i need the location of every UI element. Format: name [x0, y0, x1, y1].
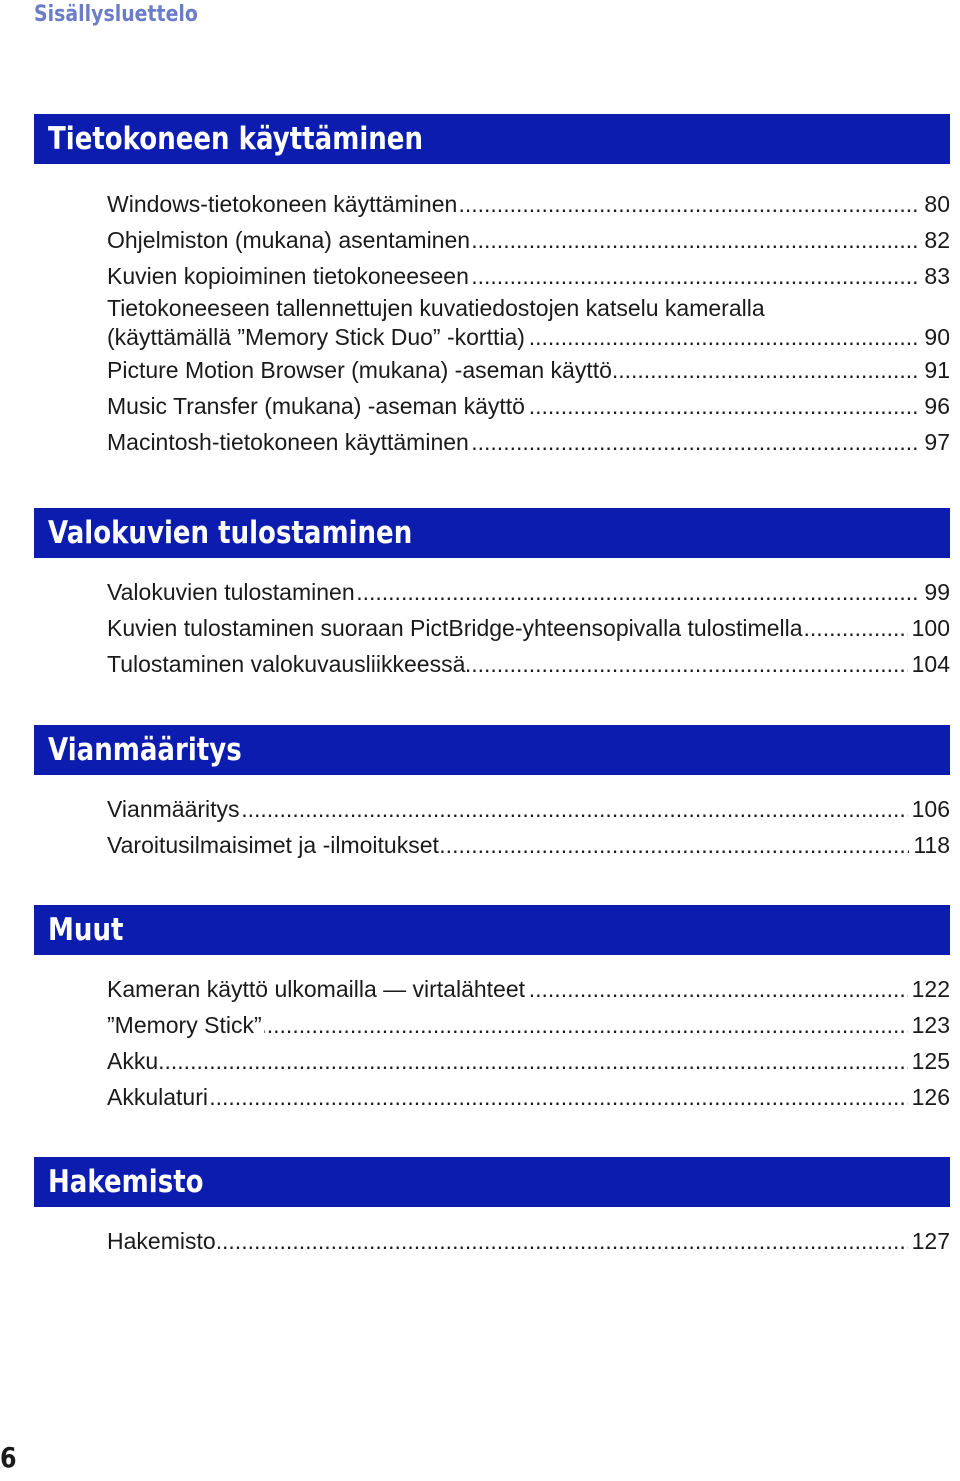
- toc-entry[interactable]: [107, 222, 950, 258]
- section-heading-text: Valokuvien tulostaminen: [48, 515, 413, 551]
- section-heading-text: Vianmääritys: [48, 732, 242, 768]
- toc-entry-page: 80: [920, 186, 950, 222]
- page-header: [34, 0, 198, 30]
- toc-entry-page: 82: [920, 222, 950, 258]
- toc-list: [34, 971, 950, 1115]
- page-number: 6: [0, 1441, 17, 1474]
- toc-entry[interactable]: [107, 1007, 950, 1043]
- toc-entry[interactable]: [107, 186, 950, 222]
- section-heading: [34, 1157, 950, 1207]
- toc-entry-page: 97: [920, 424, 950, 460]
- toc-entry[interactable]: [107, 646, 950, 682]
- section-heading: [34, 725, 950, 775]
- toc-entry[interactable]: [107, 424, 950, 460]
- toc-entry[interactable]: [107, 1043, 950, 1079]
- page-header-title: Sisällysluettelo: [34, 2, 198, 27]
- toc-entry[interactable]: [107, 971, 950, 1007]
- toc-entry-title: Windows-tietokoneen käyttäminen: [107, 191, 458, 217]
- toc-entry-title: Kuvien kopioiminen tietokoneeseen: [107, 263, 469, 289]
- toc-entry[interactable]: [107, 294, 950, 352]
- toc-entry[interactable]: [107, 1223, 950, 1259]
- section-heading: [34, 114, 950, 164]
- toc-entry-page: 91: [920, 352, 950, 388]
- toc-entry-page: 118: [909, 827, 950, 863]
- section-hakemisto: [34, 1157, 950, 1259]
- toc-entry-title: (käyttämällä ”Memory Stick Duo” -korttia): [107, 324, 525, 350]
- toc-entry[interactable]: [107, 258, 950, 294]
- toc-entry-title: Ohjelmiston (mukana) asentaminen: [107, 227, 471, 253]
- toc-entry[interactable]: [107, 1079, 950, 1115]
- toc-entry-title: Picture Motion Browser (mukana) -aseman käyttö: [107, 357, 612, 383]
- toc-entry-page: 100: [908, 610, 950, 646]
- toc-entry[interactable]: [107, 610, 950, 646]
- section-heading-text: Tietokoneen käyttäminen: [48, 121, 423, 157]
- section-heading: [34, 905, 950, 955]
- toc-entry-page: 122: [908, 971, 950, 1007]
- toc-entry-page: 126: [908, 1079, 950, 1115]
- toc-entry-title-line1: Tietokoneeseen tallennettujen kuvatiedostojen katselu kameralla: [107, 295, 765, 321]
- section-heading-text: Muut: [48, 912, 124, 948]
- toc-entry-page: 127: [908, 1223, 950, 1259]
- toc-entry-title: Kuvien tulostaminen suoraan PictBridge-yhteensopivalla tulostimella: [107, 615, 803, 641]
- toc-list: [34, 186, 950, 460]
- section-heading-text: Hakemisto: [48, 1164, 204, 1200]
- toc-entry-page: 123: [908, 1007, 950, 1043]
- section-vianmaaritys: [34, 725, 950, 863]
- toc-entry-page: 104: [908, 646, 950, 682]
- toc-entry-page: 83: [920, 258, 950, 294]
- toc-entry-title: Music Transfer (mukana) -aseman käyttö: [107, 393, 525, 419]
- toc-entry-title: Hakemisto: [107, 1228, 216, 1254]
- toc-entry-title: Vianmääritys: [107, 796, 240, 822]
- toc-entry-page: 90: [920, 323, 950, 352]
- page-number-tab: [0, 1434, 20, 1481]
- toc-entry[interactable]: [107, 352, 950, 388]
- toc-list: [34, 574, 950, 682]
- toc-entry[interactable]: [107, 574, 950, 610]
- toc-entry-title: Valokuvien tulostaminen: [107, 579, 355, 605]
- toc-list: [34, 791, 950, 863]
- toc-entry[interactable]: [107, 388, 950, 424]
- toc-entry[interactable]: [107, 827, 950, 863]
- section-heading: [34, 508, 950, 558]
- toc-entry-title: Tulostaminen valokuvausliikkeessä: [107, 651, 466, 677]
- section-muut: [34, 905, 950, 1115]
- toc-entry-title: Kameran käyttö ulkomailla — virtalähteet: [107, 976, 526, 1002]
- section-tietokoneen-kayttaminen: [34, 114, 950, 460]
- toc-entry-title: ”Memory Stick”: [107, 1012, 262, 1038]
- toc-entry-page: 99: [920, 574, 950, 610]
- toc-entry-title: Akku: [107, 1048, 159, 1074]
- section-valokuvien-tulostaminen: [34, 508, 950, 682]
- toc-entry[interactable]: [107, 791, 950, 827]
- toc-entry-page: 106: [908, 791, 950, 827]
- toc-entry-page: 125: [908, 1043, 950, 1079]
- toc-entry-title: Akkulaturi: [107, 1084, 208, 1110]
- toc-list: [34, 1223, 950, 1259]
- toc-entry-page: 96: [920, 388, 950, 424]
- toc-entry-title: Macintosh-tietokoneen käyttäminen: [107, 429, 469, 455]
- toc-entry-title: Varoitusilmaisimet ja -ilmoitukset: [107, 832, 439, 858]
